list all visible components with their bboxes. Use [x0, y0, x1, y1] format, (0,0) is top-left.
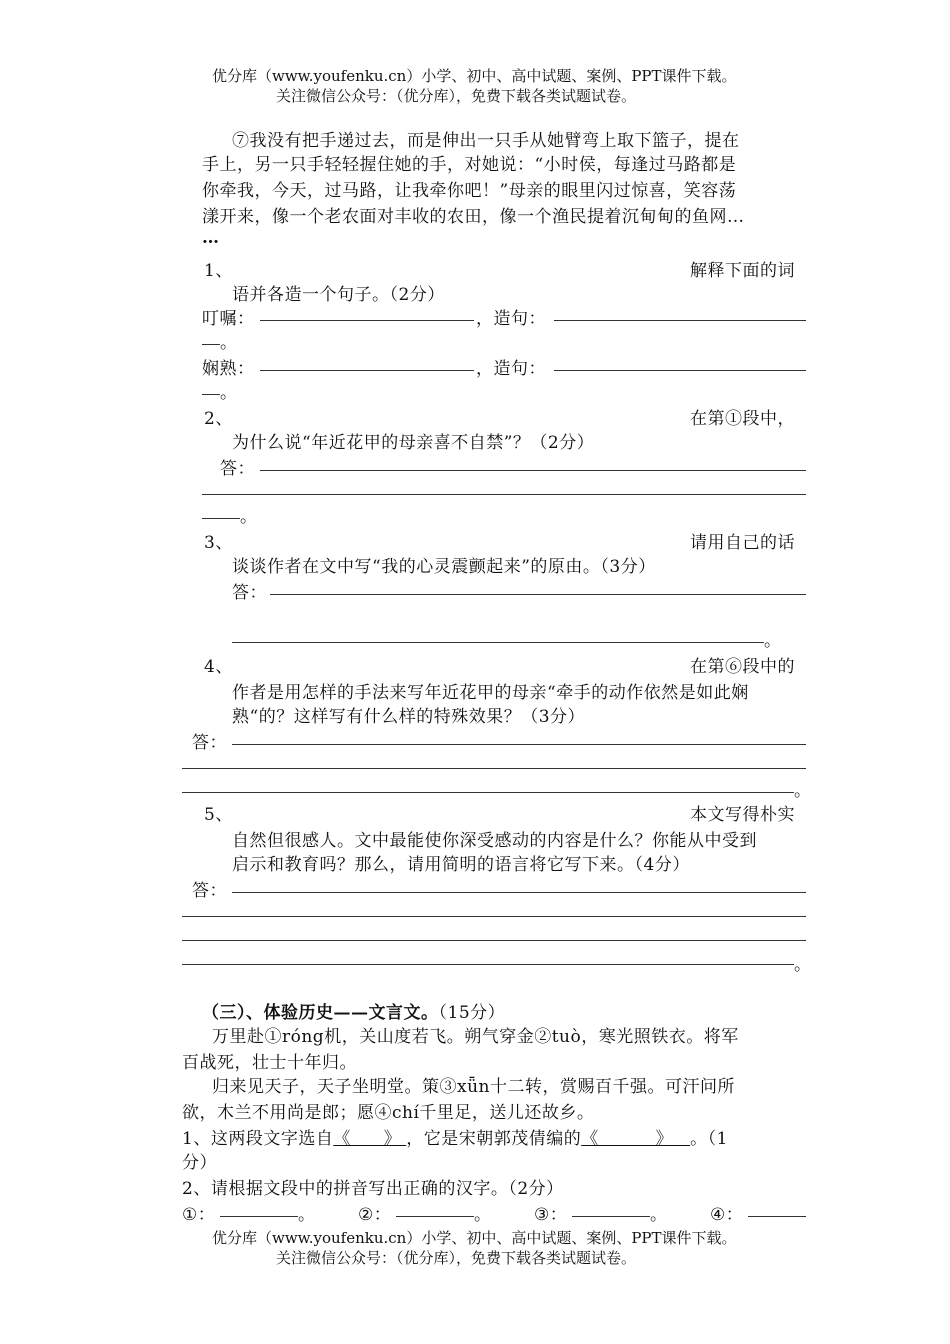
q2-number: 2、	[204, 409, 233, 429]
q1-word-1: 叮嘱：	[202, 309, 255, 329]
q5-head: 本文写得朴实	[690, 805, 795, 825]
q1-number: 1、	[204, 261, 233, 281]
q5-answer-line[interactable]	[182, 916, 806, 917]
passage-line: …	[202, 228, 220, 248]
s3-q2-blank-1[interactable]	[220, 1216, 298, 1217]
q5-body: 自然但很感人。文中最能使你深受感动的内容是什么？你能从中受到	[232, 831, 757, 851]
s3-q2-blank-3[interactable]	[572, 1216, 650, 1217]
q3-answer-line[interactable]	[232, 642, 764, 643]
q2-head: 在第①段中，	[690, 409, 795, 429]
q3-end-mark: 。	[764, 631, 782, 651]
q1-end-mark: 。	[220, 383, 238, 403]
q2-answer-label: 答：	[220, 459, 255, 479]
q4-body: 作者是用怎样的手法来写年近花甲的母亲“牵手的动作依然是如此娴	[232, 683, 749, 703]
q5-end-mark: 。	[794, 955, 812, 975]
q3-number: 3、	[204, 533, 233, 553]
s3-q1-blank-1[interactable]: 《 》	[333, 1129, 407, 1149]
q5-answer-line[interactable]	[232, 892, 806, 893]
q1-body: 语并各造一个句子。（2分）	[232, 285, 445, 305]
s3-q2-end-mark: 。	[650, 1205, 668, 1225]
q2-body: 为什么说“年近花甲的母亲喜不自禁”？（2分）	[232, 433, 595, 453]
s3-q1-prefix: 1、这两段文字选自	[182, 1129, 334, 1149]
s3-q2-blank-label: ③：	[534, 1205, 568, 1225]
s3-q2-blank-4[interactable]	[748, 1216, 806, 1217]
q1-definition-1-field[interactable]	[260, 320, 474, 321]
footer-line-2: 关注微信公众号：（优分库），免费下载各类试题试卷。	[276, 1249, 637, 1267]
q1-head: 解释下面的词	[690, 261, 795, 281]
s3-q2-end-mark: 。	[474, 1205, 492, 1225]
s3-q2-end-mark: 。	[298, 1205, 316, 1225]
q5-body: 启示和教育吗？那么，请用简明的语言将它写下来。（4分）	[232, 855, 690, 875]
q1-sentence-2-continue[interactable]	[202, 394, 220, 395]
q3-head: 请用自己的话	[690, 533, 795, 553]
s3-q2-blank-2[interactable]	[396, 1216, 474, 1217]
q5-number: 5、	[204, 805, 233, 825]
footer-line-1: 优分库（www.youfenku.cn）小学、初中、高中试题、案例、PPT课件下载。	[212, 1229, 737, 1247]
q2-end-mark: 。	[240, 507, 258, 527]
q4-answer-line[interactable]	[182, 792, 794, 793]
passage-line: ⑦我没有把手递过去，而是伸出一只手从她臂弯上取下篮子，提在	[232, 131, 740, 151]
s3-q2-text: 2、请根据文段中的拼音写出正确的汉字。（2分）	[182, 1179, 564, 1199]
q1-sentence-label: ，造句：	[476, 359, 546, 379]
q3-answer-line[interactable]	[270, 594, 806, 595]
s3-q2-blank-label: ①：	[182, 1205, 216, 1225]
poem-line: 万里赴①róng机，关山度若飞。朔气穿金②tuò，寒光照铁衣。将军	[212, 1027, 739, 1047]
header-line-2: 关注微信公众号：（优分库），免费下载各类试题试卷。	[276, 87, 637, 105]
q4-answer-line[interactable]	[232, 744, 806, 745]
q5-answer-label: 答：	[192, 881, 227, 901]
s3-q1-line-2: 分）	[182, 1153, 217, 1173]
q1-sentence-label: ，造句：	[476, 309, 546, 329]
s3-q1-blank-2[interactable]: 《 》	[581, 1129, 691, 1149]
q4-head: 在第⑥段中的	[690, 657, 795, 677]
q4-end-mark: 。	[794, 781, 812, 801]
poem-line: 欲，木兰不用尚是郎；愿④chí千里足，送儿还故乡。	[182, 1103, 595, 1123]
q4-answer-label: 答：	[192, 733, 227, 753]
q3-body: 谈谈作者在文中写“我的心灵震颤起来”的原由。（3分）	[232, 557, 656, 577]
q1-end-mark: 。	[220, 333, 238, 353]
s3-q2-blank-label: ②：	[358, 1205, 392, 1225]
s3-q1-line	[182, 1124, 728, 1149]
section3-title: （三）、体验历史——文言文。	[202, 1003, 439, 1023]
q4-number: 4、	[204, 657, 233, 677]
q3-answer-label: 答：	[232, 583, 267, 603]
s3-q1-suffix: 。（1	[690, 1129, 728, 1149]
s3-q2-blank-label: ④：	[710, 1205, 744, 1225]
section3-title-line	[202, 998, 505, 1023]
s3-q1-middle: ，它是宋朝郭茂倩编的	[406, 1129, 582, 1149]
q1-word-2: 娴熟：	[202, 359, 255, 379]
passage-line: 你牵我，今天，过马路，让我牵你吧！”母亲的眼里闪过惊喜，笑容荡	[202, 181, 737, 201]
section3-score: （15分）	[438, 1003, 506, 1023]
poem-line: 百战死，壮士十年归。	[182, 1053, 357, 1073]
q2-answer-line[interactable]	[260, 470, 806, 471]
q5-answer-line[interactable]	[182, 964, 794, 965]
poem-line: 归来见天子，天子坐明堂。策③xǖn十二转，赏赐百千强。可汗问所	[212, 1077, 735, 1097]
q2-answer-line[interactable]	[202, 494, 806, 495]
q5-answer-line[interactable]	[182, 940, 806, 941]
q4-body: 熟“的？这样写有什么样的特殊效果？（3分）	[232, 707, 586, 727]
header-line-1: 优分库（www.youfenku.cn）小学、初中、高中试题、案例、PPT课件下载。	[212, 67, 737, 85]
q2-answer-line[interactable]	[202, 518, 240, 519]
q1-sentence-2-field[interactable]	[554, 370, 806, 371]
passage-line: 漾开来，像一个老农面对丰收的农田，像一个渔民提着沉甸甸的鱼网…	[202, 207, 745, 227]
q1-definition-2-field[interactable]	[260, 370, 474, 371]
passage-line: 手上，另一只手轻轻握住她的手，对她说：“小时侯，每逢过马路都是	[202, 155, 737, 175]
q1-sentence-1-field[interactable]	[554, 320, 806, 321]
q1-sentence-1-continue[interactable]	[202, 344, 220, 345]
q4-answer-line[interactable]	[182, 768, 806, 769]
